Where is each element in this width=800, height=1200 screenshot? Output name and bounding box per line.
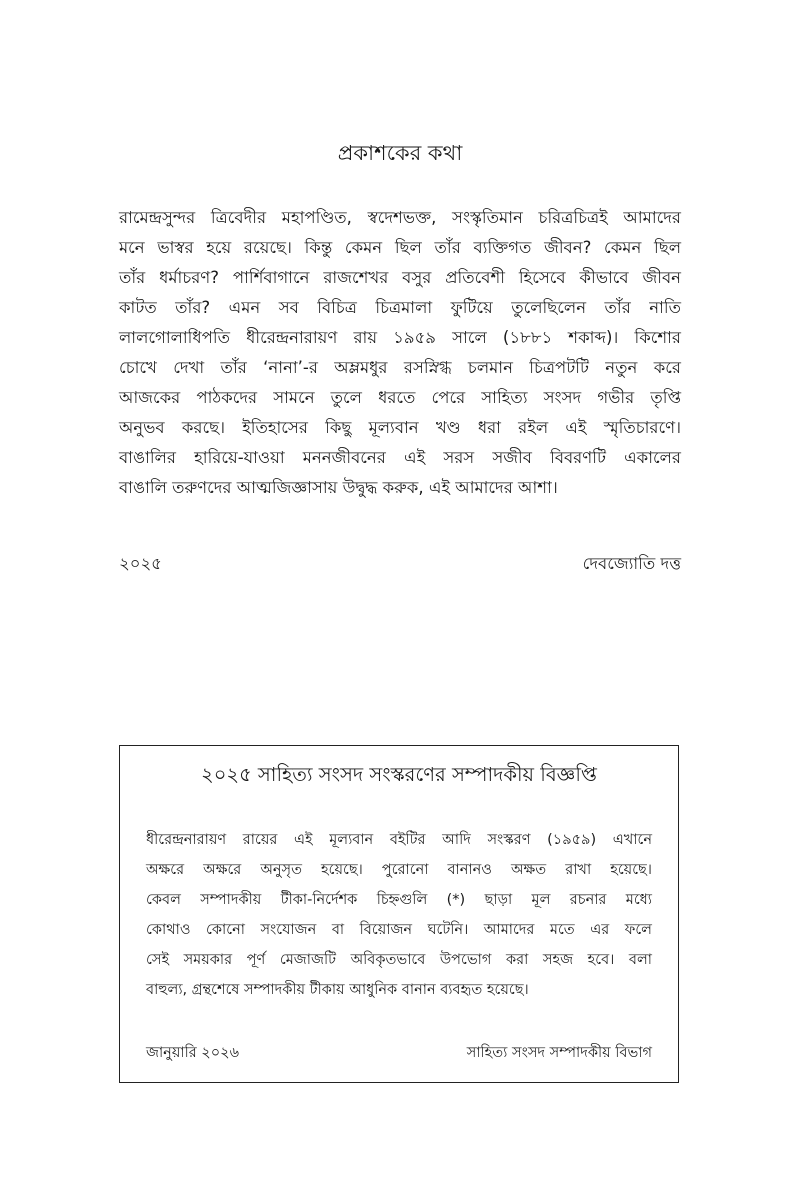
- publisher-note-footer: [119, 552, 681, 576]
- publisher-note-line: বাঙালি তরুণদের আত্মজিজ্ঞাসায় উদ্বুদ্ধ করুক, এই আমাদের আশা।: [119, 478, 558, 497]
- publisher-note-line: লালগোলাধিপতি ধীরেন্দ্রনারায়ণ রায় ১৯৫৯ সালে (১৮৮১ শকাব্দ)। কিশোর: [119, 328, 681, 347]
- publisher-note-title: প্রকাশকের কথা: [337, 141, 463, 165]
- editorial-notice-signatory: সাহিত্য সংসদ সম্পাদকীয় বিভাগ: [466, 1045, 652, 1061]
- editorial-notice-box: [119, 745, 679, 1083]
- editorial-notice-date: জানুয়ারি ২০২৬: [146, 1045, 240, 1061]
- publisher-note-year: ২০২৫: [119, 554, 162, 573]
- publisher-note-line: বাঙালির হারিয়ে-যাওয়া মননজীবনের এই সরস সজীব বিবরণটি একালের: [119, 448, 681, 467]
- editorial-notice-line: অক্ষরে অক্ষরে অনুসৃত হয়েছে। পুরোনো বানানও অক্ষত রাখা হয়েছে।: [146, 862, 652, 878]
- editorial-notice-line: বাহুল্য, গ্রন্থশেষে সম্পাদকীয় টীকায় আধুনিক বানান ব্যবহৃত হয়েছে।: [146, 982, 529, 998]
- publisher-note-line: তাঁর ধর্মাচরণ? পার্শিবাগানে রাজশেখর বসুর প্রতিবেশী হিসেবে কীভাবে জীবন: [119, 268, 681, 287]
- publisher-note-line: অনুভব করছে। ইতিহাসের কিছু মূল্যবান খণ্ড ধরা রইল এই স্মৃতিচারণে।: [119, 418, 681, 437]
- publisher-note-line: আজকের পাঠকদের সামনে তুলে ধরতে পেরে সাহিত্য সংসদ গভীর তৃপ্তি: [119, 388, 681, 407]
- editorial-notice-line: ধীরেন্দ্রনারায়ণ রায়ের এই মূল্যবান বইটির আদি সংস্করণ (১৯৫৯) এখানে: [146, 832, 652, 848]
- editorial-notice-body: [146, 825, 652, 1005]
- publisher-note-body: [119, 203, 681, 503]
- editorial-notice-line: কেবল সম্পাদকীয় টীকা-নির্দেশক চিহ্নগুলি (*) ছাড়া মূল রচনার মধ্যে: [146, 892, 652, 908]
- publisher-note-line: চোখে দেখা তাঁর ‘নানা’-র অম্লমধুর রসস্নিগ্ধ চলমান চিত্রপটটি নতুন করে: [119, 358, 681, 377]
- editorial-notice-line: সেই সময়কার পূর্ণ মেজাজটি অবিকৃতভাবে উপভোগ করা সহজ হবে। বলা: [146, 952, 652, 968]
- editorial-notice-title: ২০২৫ সাহিত্য সংসদ সংস্করণের সম্পাদকীয় বিজ্ঞপ্তি: [201, 763, 597, 786]
- publisher-note-line: মনে ভাস্বর হয়ে রয়েছে। কিন্তু কেমন ছিল তাঁর ব্যক্তিগত জীবন? কেমন ছিল: [119, 238, 681, 257]
- publisher-note-line: কাটত তাঁর? এমন সব বিচিত্র চিত্রমালা ফুটিয়ে তুলেছিলেন তাঁর নাতি: [119, 298, 681, 317]
- editorial-notice-footer: [146, 1042, 652, 1064]
- publisher-note-author: দেবজ্যোতি দত্ত: [582, 554, 681, 573]
- publisher-note-line: রামেন্দ্রসুন্দর ত্রিবেদীর মহাপণ্ডিত, স্বদেশভক্ত, সংস্কৃতিমান চরিত্রচিত্রই আমাদের: [119, 208, 681, 227]
- editorial-notice-line: কোথাও কোনো সংযোজন বা বিয়োজন ঘটেনি। আমাদের মতে এর ফলে: [146, 922, 652, 938]
